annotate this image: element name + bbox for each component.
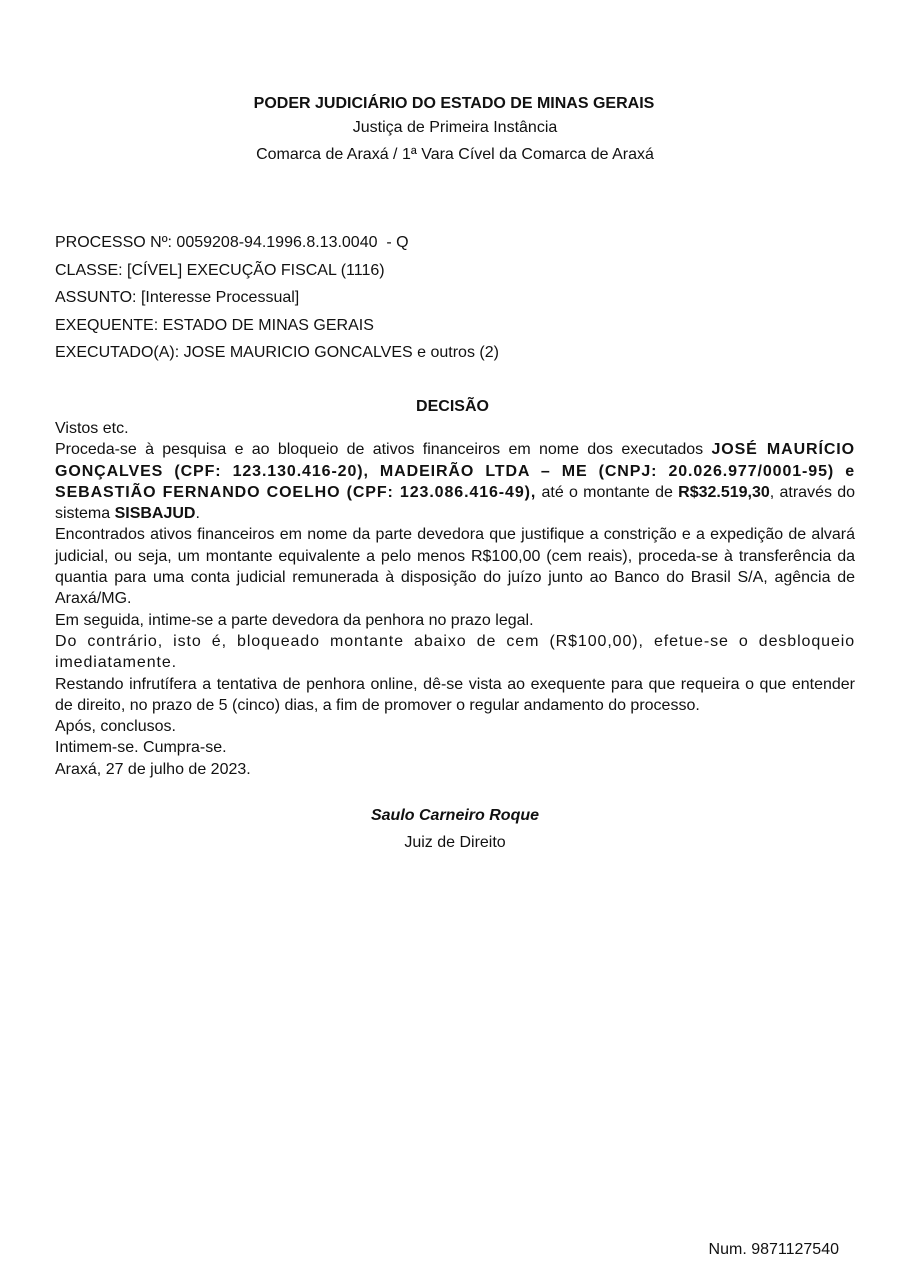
decision-paragraph: Em seguida, intime-se a parte devedora da penhora no prazo legal. [55,611,534,629]
paragraph-text: . [195,505,200,523]
system-name: SISBAJUD [114,505,196,523]
paragraph-text: até o montante de [536,483,679,501]
decision-date: Araxá, 27 de julho de 2023. [55,760,251,778]
decision-title: DECISÃO [416,398,489,415]
judge-role: Juiz de Direito [404,834,506,851]
court-instance: Justiça de Primeira Instância [352,119,558,136]
case-subject: ASSUNTO: [Interesse Processual] [55,289,300,306]
decision-paragraph: Encontrados ativos financeiros em nome da parte devedora que justifique a constrição e a expedição de alvará judicial, ou seja, um montante equivalente a pelo menos R$100,00 (cem reais), proceda-se à transferência da quantia para uma conta judicial remunerada à disposição do juízo junto ao Banco do Brasil S/A, agência de Araxá/MG. [55,526,855,608]
case-creditor: EXEQUENTE: ESTADO DE MINAS GERAIS [55,316,374,334]
case-debtor: EXECUTADO(A): JOSE MAURICIO GONCALVES e outros (2) [55,344,499,361]
case-class: CLASSE: [CÍVEL] EXECUÇÃO FISCAL (1116) [55,261,385,279]
amount: R$32.519,30 [678,483,770,501]
decision-paragraph: Do contrário, isto é, bloqueado montante abaixo de cem (R$100,00), efetue-se o desbloqueio imediatamente. [55,632,855,672]
court-district: Comarca de Araxá / 1ª Vara Cível da Comarca de Araxá [256,146,654,163]
debtors-list: JOSÉ MAURÍCIO GONÇALVES (CPF: 123.130.416-20), MADEIRÃO LTDA – ME (CNPJ: 20.026.977/0001-95) e SEBASTIÃO FERNANDO COELHO (CPF: 123.086.416-49), [55,441,856,501]
court-name: PODER JUDICIÁRIO DO ESTADO DE MINAS GERAIS [253,95,655,112]
decision-paragraph [55,439,855,524]
process-number: PROCESSO Nº: 0059208-94.1996.8.13.0040 - Q [55,234,409,251]
decision-paragraph: Intimem-se. Cumpra-se. [55,739,227,757]
decision-paragraph: Vistos etc. [55,420,129,437]
paragraph-text: , através do sistema [55,483,856,523]
paragraph-text: Proceda-se à pesquisa e ao bloqueio de ativos financeiros em nome dos executados [55,441,712,459]
judge-name: Saulo Carneiro Roque [370,807,540,824]
case-info [55,229,855,367]
document-header [0,94,910,168]
decision-body [55,418,855,780]
decision-paragraph: Após, conclusos. [55,718,176,736]
decision-paragraph: Restando infrutífera a tentativa de penhora online, dê-se vista ao exequente para que requeira o que entender de direito, no prazo de 5 (cinco) dias, a fim de promover o regular andamento do processo. [55,675,855,714]
signature-block [0,805,910,859]
document-number: Num. 9871127540 [708,1241,839,1258]
